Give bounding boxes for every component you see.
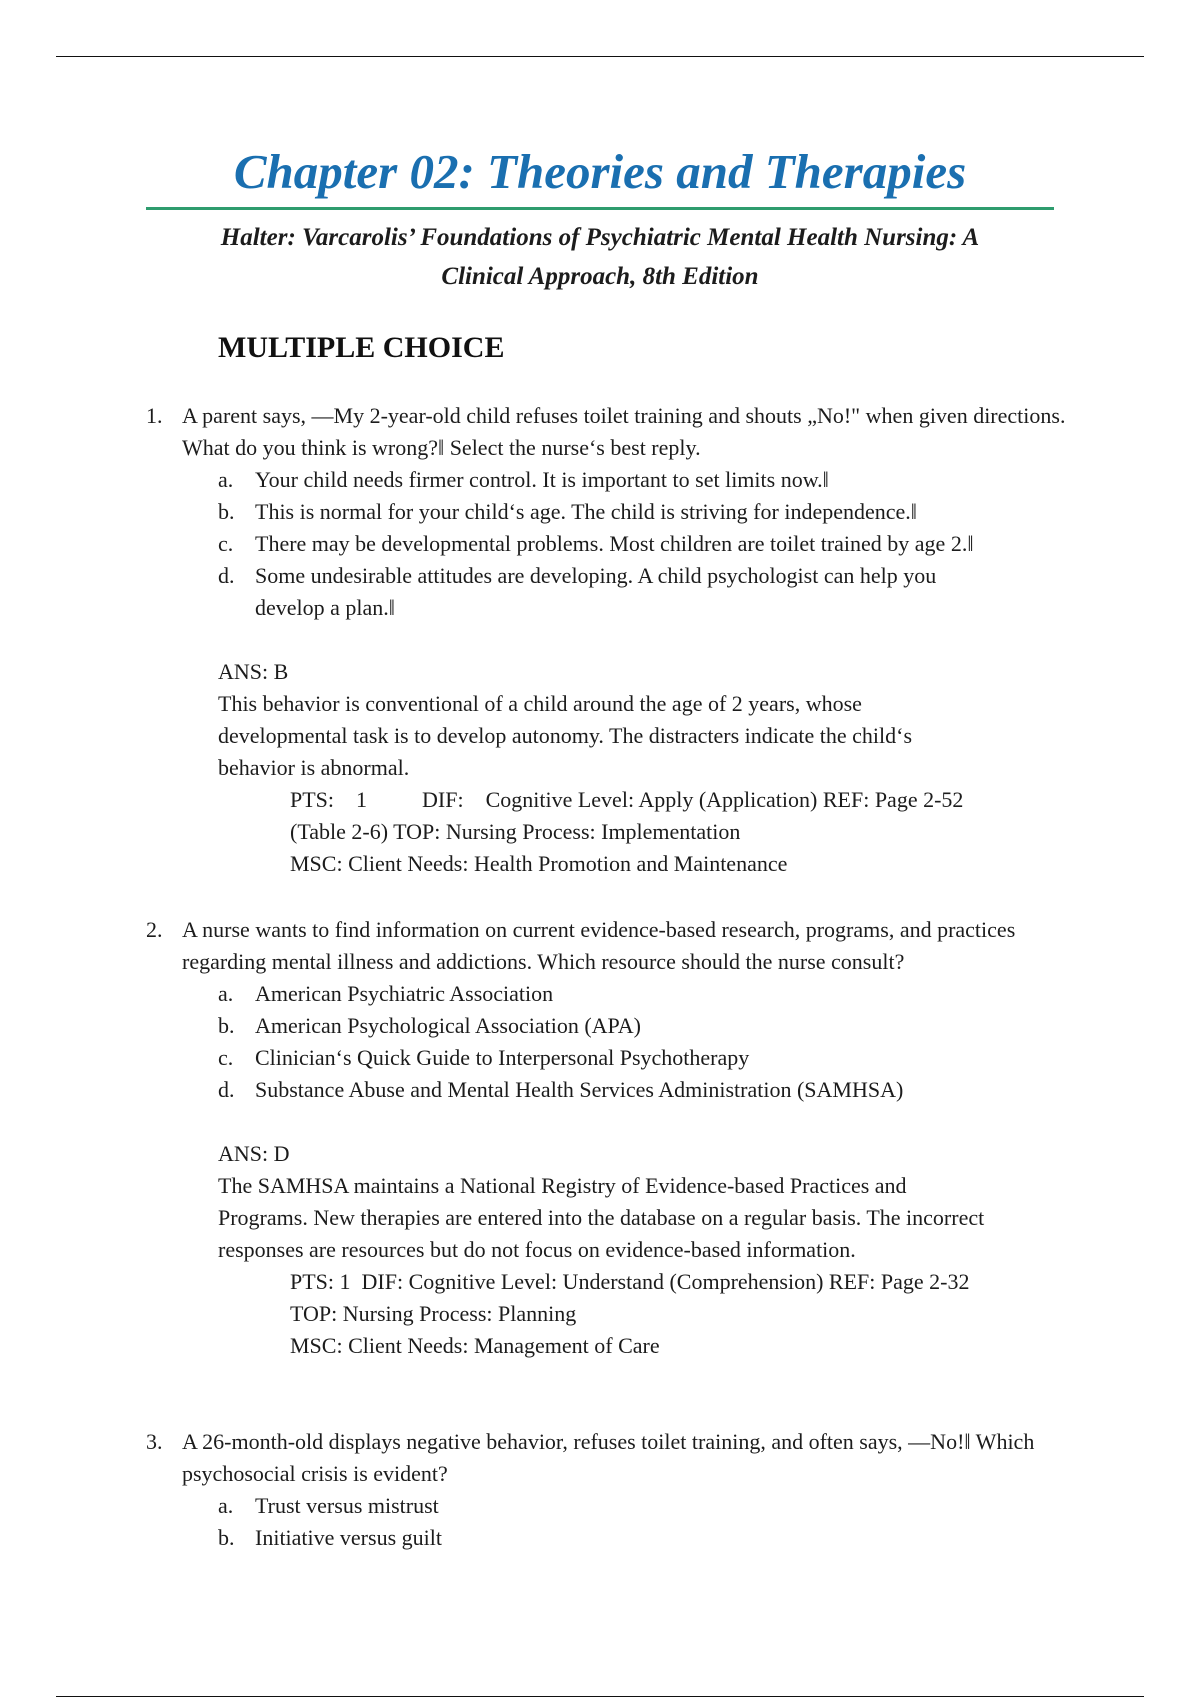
question-1	[146, 400, 1066, 880]
meta-line-1: PTS: 1 DIF: Cognitive Level: Apply (Application) REF: Page 2-52	[290, 787, 964, 812]
option-a	[218, 464, 1066, 496]
subtitle-line-2: Clinical Approach, 8th Edition	[441, 263, 759, 290]
question-number: 1.	[146, 403, 163, 428]
option-letter: b.	[218, 1013, 235, 1038]
option-letter: d.	[218, 563, 235, 588]
question-2	[146, 914, 1066, 1362]
chapter-title: Chapter 02: Theories and Therapies	[233, 144, 967, 199]
option-text: This is normal for your child‘s age. The child is striving for independence.‖	[255, 499, 917, 524]
meta-line-2: TOP: Nursing Process: Planning	[290, 1301, 577, 1326]
question-number: 3.	[146, 1429, 163, 1454]
meta-line-3: MSC: Client Needs: Management of Care	[290, 1333, 660, 1358]
option-b	[218, 1010, 1066, 1042]
answer-options	[218, 978, 1066, 1106]
section-heading: MULTIPLE CHOICE	[218, 331, 505, 364]
top-rule	[56, 56, 1144, 57]
question-3	[146, 1426, 1066, 1554]
option-text: Substance Abuse and Mental Health Services Administration (SAMHSA)	[255, 1077, 904, 1102]
answer-options	[218, 464, 1066, 624]
option-letter: b.	[218, 499, 235, 524]
option-text: Trust versus mistrust	[255, 1493, 439, 1518]
question-number: 2.	[146, 917, 163, 942]
option-letter: a.	[218, 981, 234, 1006]
rationale: The SAMHSA maintains a National Registry of Evidence-based Practices and Programs. New therapies are entered into the database on a regular basis. The incorrect responses are resources but do not focus on evidence-based information.	[218, 1173, 985, 1262]
option-text: Clinician‘s Quick Guide to Interpersonal Psychotherapy	[255, 1045, 750, 1070]
answer-options	[218, 1490, 1066, 1554]
bottom-rule	[56, 1696, 1144, 1697]
option-a	[218, 1490, 1066, 1522]
option-letter: a.	[218, 467, 234, 492]
question-stem: A parent says, ―My 2-year-old child refuses toilet training and shouts „No!" when given directions. What do you think is wrong?‖ Select the nurse‘s best reply.	[182, 403, 1066, 460]
question-stem: A nurse wants to find information on current evidence-based research, programs, and practices regarding mental illness and addictions. Which resource should the nurse consult?	[182, 917, 1016, 974]
answer-block	[218, 656, 938, 784]
option-letter: c.	[218, 531, 234, 556]
option-text: American Psychiatric Association	[255, 981, 554, 1006]
rationale: This behavior is conventional of a child around the age of 2 years, whose developmental task is to develop autonomy. The distracters indicate the child‘s behavior is abnormal.	[218, 691, 913, 780]
option-c	[218, 1042, 1066, 1074]
option-text: Some undesirable attitudes are developing. A child psychologist can help you develop a plan.‖	[255, 563, 937, 620]
option-text: American Psychological Association (APA)	[255, 1013, 641, 1038]
option-letter: a.	[218, 1493, 234, 1518]
title-underline	[146, 207, 1054, 210]
answer-key: ANS: D	[218, 1141, 290, 1166]
option-letter: c.	[218, 1045, 234, 1070]
question-metadata	[290, 1266, 1066, 1362]
book-subtitle	[146, 218, 1054, 296]
question-metadata	[290, 784, 1066, 880]
option-letter: d.	[218, 1077, 235, 1102]
meta-line-1: PTS: 1 DIF: Cognitive Level: Understand (Comprehension) REF: Page 2-32	[290, 1269, 970, 1294]
option-b	[218, 496, 1066, 528]
option-text: Your child needs firmer control. It is important to set limits now.‖	[255, 467, 829, 492]
meta-line-2: (Table 2-6) TOP: Nursing Process: Implementation	[290, 819, 741, 844]
answer-block	[218, 1138, 988, 1266]
option-a	[218, 978, 1066, 1010]
subtitle-line-1: Halter: Varcarolis’ Foundations of Psychiatric Mental Health Nursing: A	[220, 224, 980, 251]
option-b	[218, 1522, 1066, 1554]
option-letter: b.	[218, 1525, 235, 1550]
meta-line-3: MSC: Client Needs: Health Promotion and Maintenance	[290, 851, 788, 876]
option-d	[218, 560, 1066, 624]
option-text: Initiative versus guilt	[255, 1525, 442, 1550]
option-d	[218, 1074, 1066, 1106]
option-c	[218, 528, 1066, 560]
question-stem: A 26-month-old displays negative behavior, refuses toilet training, and often says, ―No!‖ Which psychosocial crisis is evident?	[182, 1429, 1035, 1486]
option-text: There may be developmental problems. Most children are toilet trained by age 2.‖	[255, 531, 974, 556]
answer-key: ANS: B	[218, 659, 289, 684]
